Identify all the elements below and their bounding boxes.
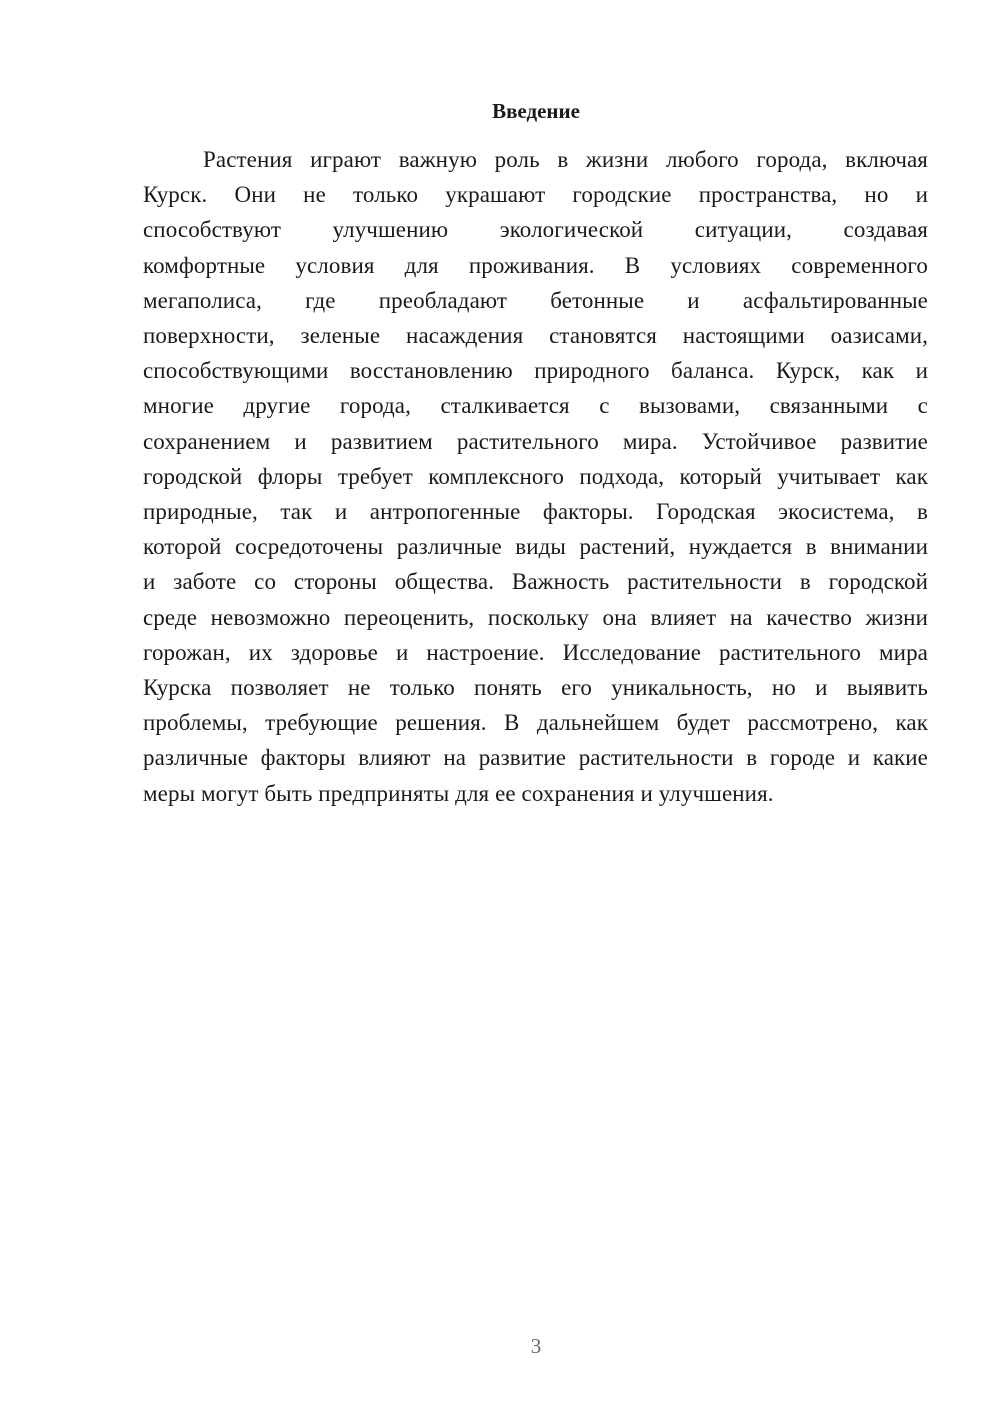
paragraph-line: Курска позволяет не только понять его уникальность, но и выявить	[143, 675, 928, 701]
paragraph-line: комфортные условия для проживания. В условиях современного	[143, 252, 928, 278]
paragraph-line: мегаполиса, где преобладают бетонные и асфальтированные	[143, 287, 928, 313]
paragraph-line: различные факторы влияют на развитие растительности в городе и какие	[143, 745, 928, 771]
paragraph-line: сохранением и развитием растительного мира. Устойчивое развитие	[143, 428, 928, 454]
paragraph-line: горожан, их здоровье и настроение. Исследование растительного мира	[143, 639, 928, 665]
intro-paragraph	[143, 142, 928, 811]
paragraph-line: и заботе со стороны общества. Важность растительности в городской	[143, 569, 928, 595]
section-heading: Введение	[492, 99, 580, 123]
paragraph-line: проблемы, требующие решения. В дальнейшем будет рассмотрено, как	[143, 710, 928, 736]
paragraph-line: многие другие города, сталкивается с вызовами, связанными с	[143, 393, 928, 419]
paragraph-line: среде невозможно переоценить, поскольку она влияет на качество жизни	[143, 604, 928, 630]
paragraph-line: способствующими восстановлению природного баланса. Курск, как и	[143, 358, 928, 384]
paragraph-line: Курск. Они не только украшают городские пространства, но и	[143, 182, 928, 208]
paragraph-line: способствуют улучшению экологической ситуации, создавая	[143, 217, 928, 243]
paragraph-line: поверхности, зеленые насаждения становятся настоящими оазисами,	[143, 323, 928, 349]
paragraph-line: которой сосредоточены различные виды растений, нуждается в внимании	[143, 534, 928, 560]
page-number: 3	[530, 1334, 542, 1358]
paragraph-line: природные, так и антропогенные факторы. Городская экосистема, в	[143, 499, 928, 525]
paragraph-line: городской флоры требует комплексного подхода, который учитывает как	[143, 463, 928, 489]
paragraph-line: Растения играют важную роль в жизни любого города, включая	[203, 147, 928, 172]
paragraph-line: меры могут быть предприняты для ее сохранения и улучшения.	[143, 780, 774, 806]
